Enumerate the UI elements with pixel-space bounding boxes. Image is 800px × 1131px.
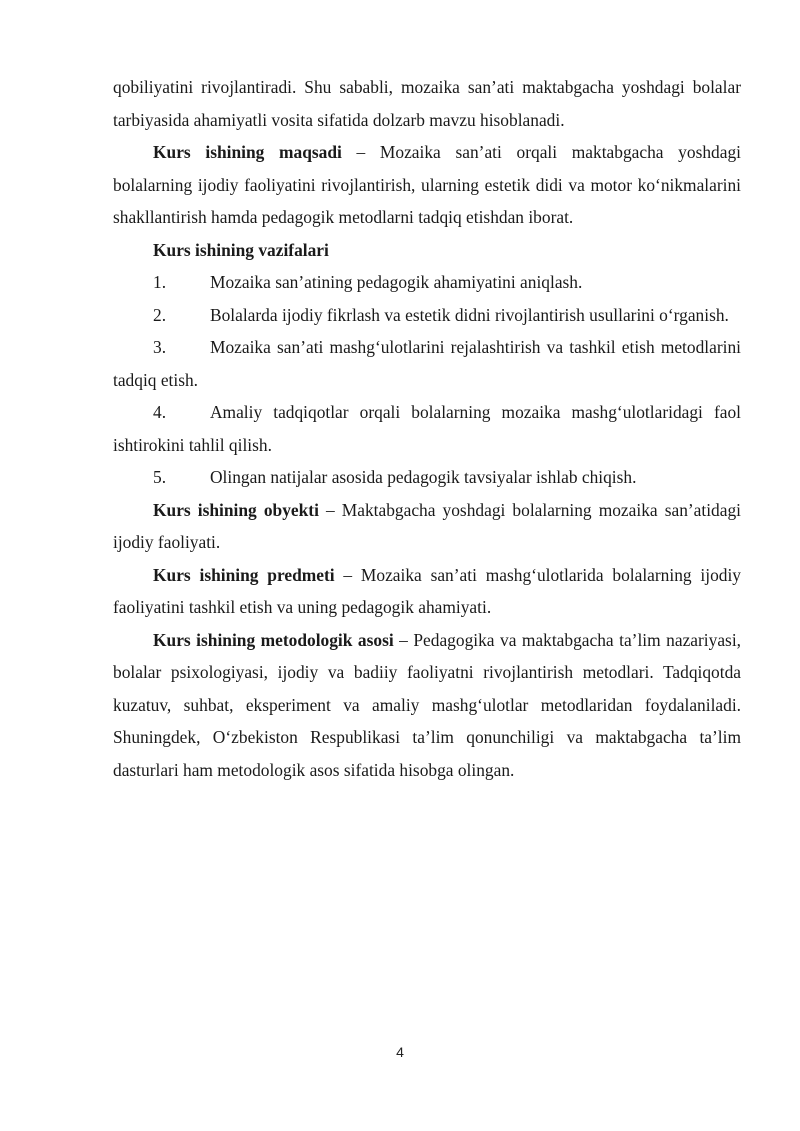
subject-label: Kurs ishining predmeti [153,564,335,585]
goal-text: – Mozaika san’ati orqali maktabgacha yoshdagi bolalarning ijodiy faoliyatini rivojlantirish, ularning estetik didi va motor ko‘nikmalarini shakllantirish hamda pedagogik metodlarni tadqiq etishdan iborat. [113,142,741,227]
goal-paragraph [113,136,741,234]
task-item [113,396,741,461]
task-number: 4. [153,402,167,422]
object-label: Kurs ishining obyekti [153,499,319,520]
task-item [113,331,741,396]
task-text: Olingan natijalar asosida pedagogik tavsiyalar ishlab chiqish. [210,467,637,487]
methodology-text: – Pedagogika va maktabgacha ta’lim nazariyasi, bolalar psixologiyasi, ijodiy va badiiy faoliyatni rivojlantirish metodlari. Tadqiqotda kuzatuv, suhbat, eksperiment va amaliy mashg‘ulotlar metodlaridan foydalaniladi. Shuningdek, O‘zbekiston Respublikasi ta’lim qonunchiligi va maktabgacha ta’lim dasturlari ham metodologik asos sifatida hisobga olingan. [113,629,741,780]
task-item [113,461,741,494]
task-text: Bolalarda ijodiy fikrlash va estetik didni rivojlantirish usullarini o‘rganish. [210,304,729,325]
subject-paragraph [113,559,741,624]
page-number: 4 [396,1044,404,1060]
body-text [113,71,741,786]
task-text: Mozaika san’ati mashg‘ulotlarini rejalashtirish va tashkil etish metodlarini tadqiq etish. [113,337,741,390]
methodology-paragraph [113,624,741,787]
task-number: 2. [153,304,167,325]
task-text: Amaliy tadqiqotlar orqali bolalarning mozaika mashg‘ulotlaridagi faol ishtirokini tahlil qilish. [113,402,741,455]
goal-label: Kurs ishining maqsadi [153,142,342,162]
subject-text: – Mozaika san’ati mashg‘ulotlarida bolalarning ijodiy faoliyatini tashkil etish va uning pedagogik ahamiyati. [113,564,741,617]
task-text: Mozaika san’atining pedagogik ahamiyatini aniqlash. [210,272,583,292]
object-text: – Maktabgacha yoshdagi bolalarning mozaika san’atidagi ijodiy faoliyati. [113,499,741,552]
task-number: 3. [153,337,167,357]
task-number: 1. [153,272,167,292]
object-paragraph [113,494,741,559]
task-number: 5. [153,467,167,487]
task-item [113,266,741,299]
tasks-heading: Kurs ishining vazifalari [153,239,329,260]
intro-paragraph: qobiliyatini rivojlantiradi. Shu sababli, mozaika san’ati maktabgacha yoshdagi bolalar tarbiyasida ahamiyatli vosita sifatida dolzarb mavzu hisoblanadi. [113,77,741,130]
methodology-label: Kurs ishining metodologik asosi [153,629,394,650]
task-item [113,299,741,332]
